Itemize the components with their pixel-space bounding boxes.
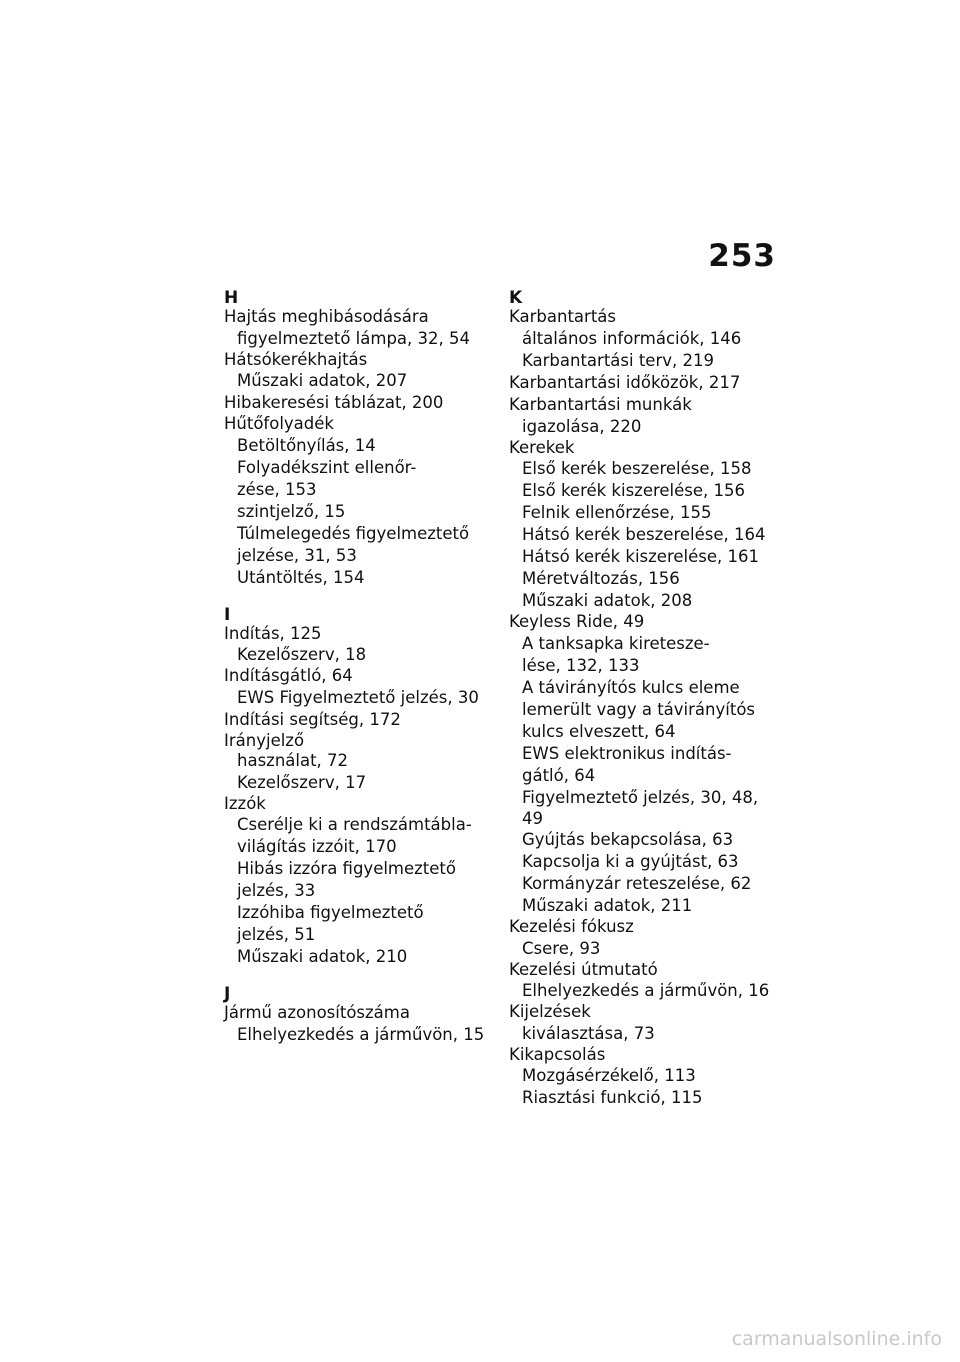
index-subentry: EWS elektronikus indítás- (522, 743, 732, 763)
index-subentry: jelzése, 31, 53 (237, 545, 357, 565)
index-subentry: igazolása, 220 (522, 416, 642, 436)
index-subentry: Mozgásérzékelő, 113 (522, 1066, 696, 1085)
index-subentry: EWS Figyelmeztető jelzés, 30 (237, 687, 479, 707)
index-subentry: Figyelmeztető jelzés, 30, 48, (522, 787, 759, 807)
index-entry: Izzók (224, 793, 266, 813)
index-entry: Kikapcsolás (509, 1044, 606, 1064)
index-subentry: lemerült vagy a távirányítós (522, 699, 756, 719)
index-column-left (224, 290, 494, 1046)
index-subentry: kiválasztása, 73 (522, 1023, 655, 1043)
index-subentry: kulcs elveszett, 64 (522, 721, 676, 741)
section-letter: H (224, 288, 239, 308)
index-subentry: Kezelőszerv, 18 (237, 645, 367, 664)
index-section-i (224, 604, 494, 969)
index-subentry: Csere, 93 (522, 938, 601, 958)
index-entry: Keyless Ride, 49 (509, 612, 645, 631)
section-gap (224, 589, 494, 607)
index-entry: Hajtás meghibásodására (224, 307, 429, 326)
page-number: 253 (708, 238, 776, 274)
index-subentry: világítás izzóit, 170 (237, 837, 397, 856)
index-entry: Hibakeresési táblázat, 200 (224, 393, 444, 412)
index-entries (224, 1003, 494, 1046)
index-entry: Kerekek (509, 437, 575, 457)
index-subentry: Műszaki adatok, 210 (237, 947, 408, 966)
index-subentry: Hátsó kerék kiszerelése, 161 (522, 547, 760, 566)
index-subentry: jelzés, 51 (237, 925, 316, 944)
index-entry: Indítási segítség, 172 (224, 709, 401, 729)
index-entry: Irányjelző (224, 730, 305, 750)
index-subentry: Kezelőszerv, 17 (237, 772, 367, 792)
index-section-k (509, 290, 779, 1109)
watermark: carmanualsonline.info (731, 1328, 942, 1350)
index-entry: Karbantartás (509, 307, 617, 326)
index-subentry: Cserélje ki a rendszámtábla- (237, 815, 472, 834)
index-entry: Kezelési útmutató (509, 959, 658, 979)
index-entry: Hátsókerékhajtás (224, 349, 368, 369)
index-subentry: Műszaki adatok, 207 (237, 371, 408, 390)
index-subentry: jelzés, 33 (237, 881, 316, 900)
index-section-h (224, 290, 494, 589)
index-entries (509, 307, 779, 1109)
index-subentry: zése, 153 (237, 479, 317, 499)
index-subentry: Hibás izzóra figyelmeztető (237, 859, 456, 878)
index-subentry: Méretváltozás, 156 (522, 569, 680, 588)
index-section-j (224, 986, 494, 1046)
index-column-right (509, 290, 779, 1109)
index-subentry: szintjelző, 15 (237, 501, 346, 521)
index-entries (224, 307, 494, 589)
index-entry: Karbantartási időközök, 217 (509, 372, 741, 392)
index-subentry: Műszaki adatok, 211 (522, 896, 693, 915)
index-subentry: Folyadékszint ellenőr- (237, 457, 417, 477)
index-subentry: Túlmelegedés figyelmeztető (237, 523, 470, 543)
index-subentry: Első kerék kiszerelése, 156 (522, 481, 746, 500)
index-subentry: Utántöltés, 154 (237, 567, 365, 587)
index-subentry: Elhelyezkedés a járművön, 15 (237, 1024, 485, 1044)
index-subentry: A tanksapka kiretesze- (522, 633, 710, 653)
index-subentry: Hátsó kerék beszerelése, 164 (522, 525, 766, 544)
index-entries (224, 624, 494, 969)
index-entry: Kijelzések (509, 1002, 591, 1021)
index-subentry: Műszaki adatok, 208 (522, 591, 693, 610)
index-subentry: Felnik ellenőrzése, 155 (522, 503, 712, 522)
index-entry: Indításgátló, 64 (224, 666, 353, 685)
index-subentry: gátló, 64 (522, 765, 596, 785)
index-subentry: Gyújtás bekapcsolása, 63 (522, 830, 734, 849)
section-letter: J (224, 984, 231, 1004)
section-letter: K (509, 288, 523, 308)
index-entry: Kezelési fókusz (509, 917, 634, 936)
index-subentry: A távirányítós kulcs eleme (522, 677, 740, 697)
index-subentry: használat, 72 (237, 751, 349, 770)
index-subentry: Kormányzár reteszelése, 62 (522, 874, 752, 893)
index-entry: Indítás, 125 (224, 623, 322, 643)
section-gap (224, 968, 494, 986)
index-subentry: általános információk, 146 (522, 328, 742, 348)
index-subentry: Izzóhiba figyelmeztető (237, 903, 424, 922)
index-subentry: Riasztási funkció, 115 (522, 1088, 703, 1107)
index-subentry: Kapcsolja ki a gyújtást, 63 (522, 852, 739, 871)
index-entry: Jármű azonosítószáma (224, 1003, 410, 1022)
index-entry: Karbantartási munkák (509, 394, 692, 414)
index-subentry: 49 (522, 808, 543, 828)
index-subentry: Betöltőnyílás, 14 (237, 435, 376, 455)
index-subentry: Első kerék beszerelése, 158 (522, 459, 752, 478)
index-subentry: Elhelyezkedés a járművön, 16 (522, 981, 770, 1000)
index-subentry: lése, 132, 133 (522, 655, 640, 675)
section-letter: I (224, 604, 231, 625)
index-subentry: figyelmeztető lámpa, 32, 54 (237, 328, 471, 348)
index-subentry: Karbantartási terv, 219 (522, 350, 714, 370)
index-entry: Hűtőfolyadék (224, 414, 334, 433)
